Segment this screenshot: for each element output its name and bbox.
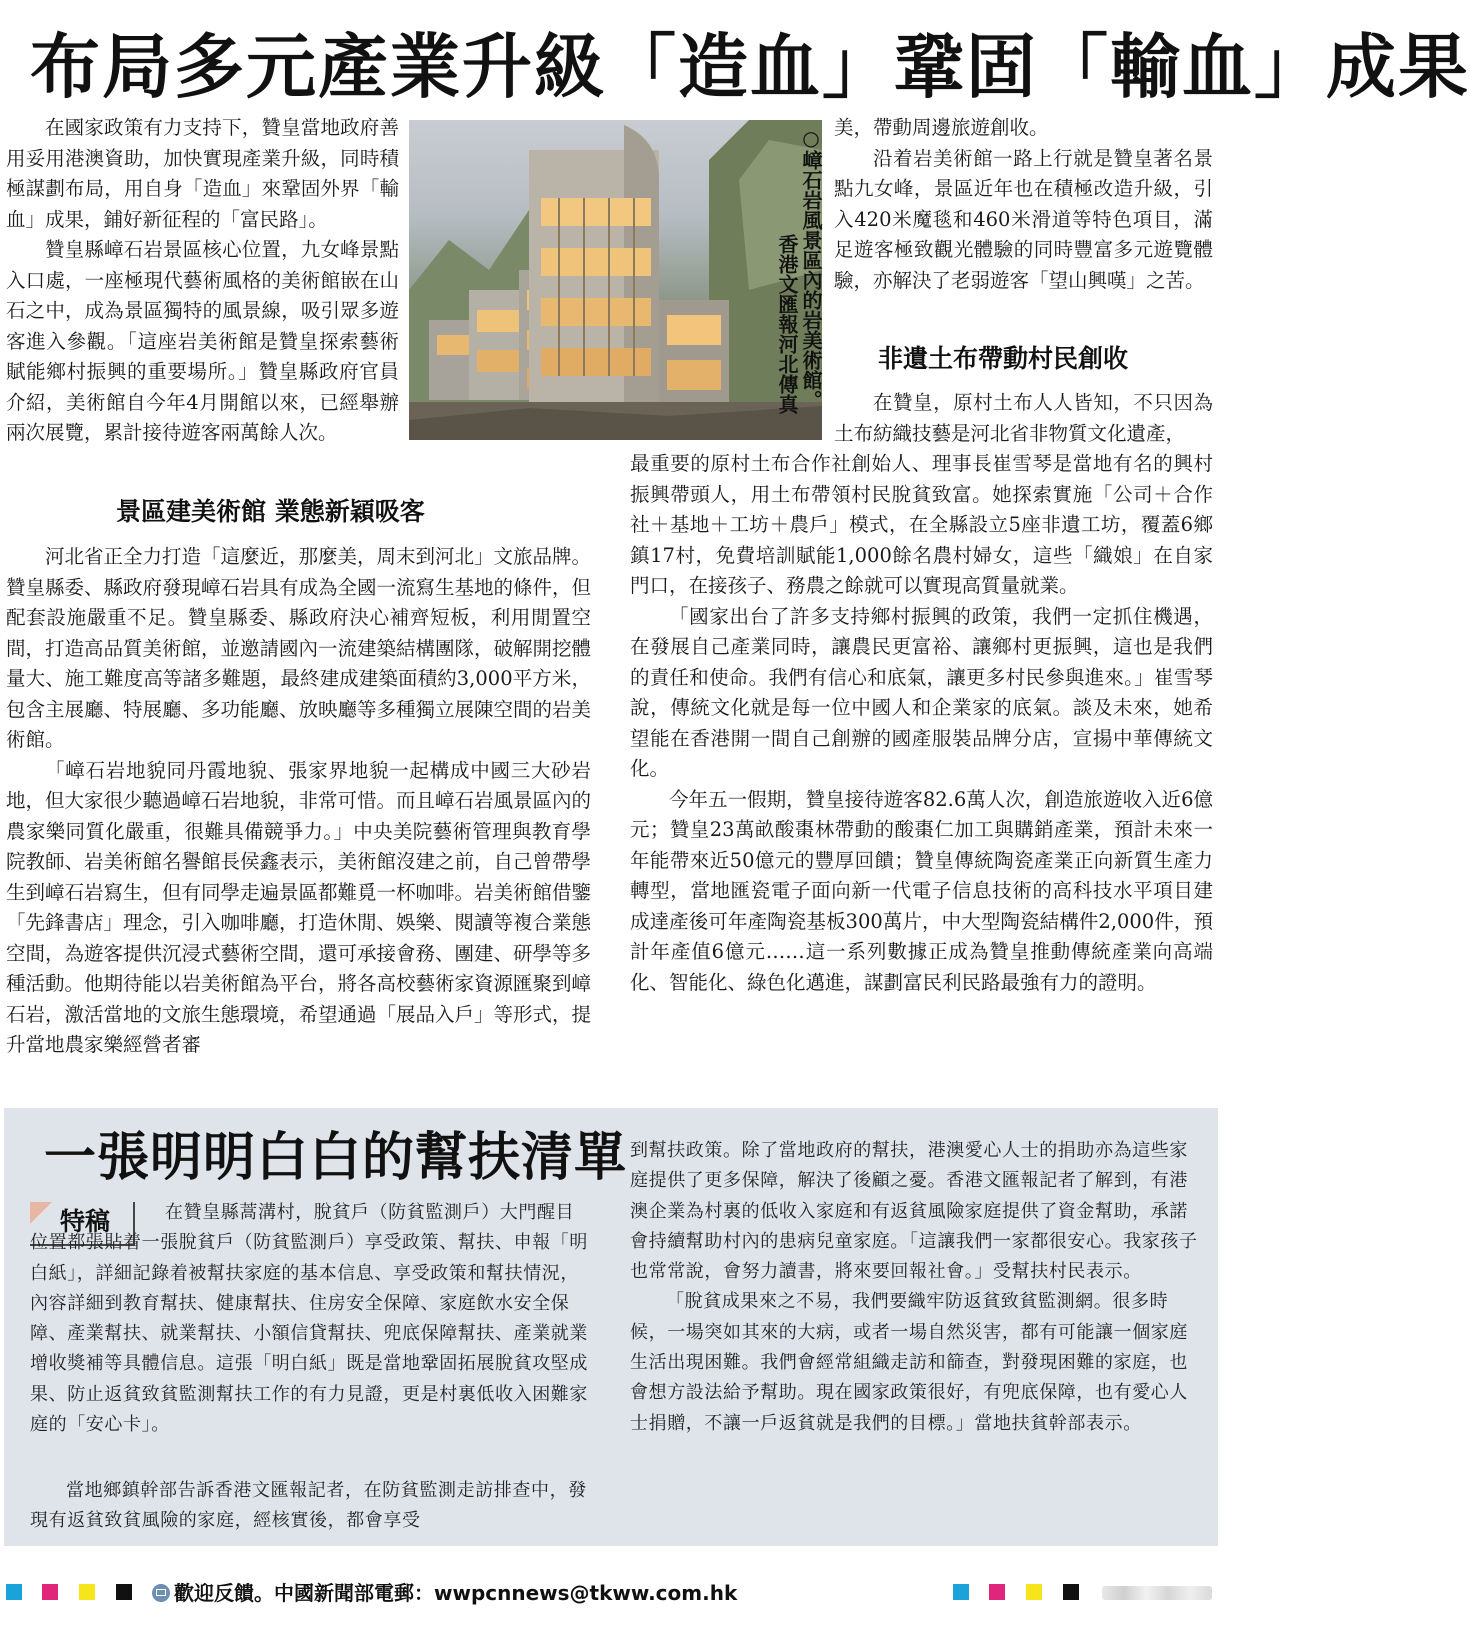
photo-caption xyxy=(775,126,823,436)
registration-mark-cyan xyxy=(6,1584,22,1600)
feature-right xyxy=(630,1136,1198,1439)
subhead-cloth: 非遺土布帶動村民創收 xyxy=(878,344,1129,373)
museum-photo xyxy=(409,120,822,440)
registration-mark-magenta xyxy=(42,1584,58,1600)
feature-title: 一張明明白白的幫扶清單 xyxy=(44,1128,628,1188)
paragraph: 到幫扶政策。除了當地政府的幫扶，港澳愛心人士的捐助亦為這些家庭提供了更多保障，解決了後顧之憂。香港文匯報記者了解到，有港澳企業為村裏的低收入家庭和有返貧風險家庭提供了資金幫助，承諾會持續幫助村內的患病兒童家庭。「這讓我們一家都很安心。我家孩子也常常說，會努力讀書，將來要回報社會。」受幫扶村民表示。 xyxy=(630,1140,1198,1283)
caption-line-1: ○嶂石岩風景區內的岩美術館。 xyxy=(799,126,823,410)
paragraph: 贊皇縣嶂石岩景區核心位置，九女峰景點入口處，一座極現代藝術風格的美術館嵌在山石之中，成為景區獨特的風景線，吸引眾多遊客進入參觀。「這座岩美術館是贊皇探索藝術賦能鄉村振興的重要場所。」贊皇縣政府官員介紹，美術館自今年4月開館以來，已經舉辦兩次展覽，累計接待遊客兩萬餘人次。 xyxy=(6,238,399,444)
caption-line-2: 香港文匯報河北傳真 xyxy=(775,234,799,414)
registration-mark-magenta xyxy=(989,1584,1005,1600)
tag-label: 特稿 xyxy=(60,1207,111,1236)
footer-text[interactable]: 歡迎反饋。中國新聞部電郵：wwpcnnews@tkww.com.hk xyxy=(174,1581,738,1605)
headline: 布局多元產業升級「造血」鞏固「輸血」成果 xyxy=(30,26,1470,108)
paragraph: 美，帶動周邊旅遊創收。 xyxy=(834,116,1049,139)
footer-contact xyxy=(152,1578,737,1608)
article-col1-top xyxy=(6,113,399,449)
registration-mark-black xyxy=(116,1584,132,1600)
paragraph: 在國家政策有力支持下，贊皇當地政府善用妥用港澳資助，加快實現產業升級，同時積極謀劃布局，用自身「造血」來鞏固外界「輸血」成果，鋪好新征程的「富民路」。 xyxy=(6,116,399,231)
feature-left-first xyxy=(30,1198,590,1440)
article-col3-mid xyxy=(834,388,1213,449)
paragraph: 在贊皇縣蒿溝村，脫貧戶（防貧監測戶）大門醒目位置都張貼着一張脫貧戶（防貧監測戶）享受政策、幫扶、申報「明白紙」，詳細記錄着被幫扶家庭的基本信息、享受政策和幫扶情況，內容詳細到教育幫扶、健康幫扶、住房安全保障、家庭飲水安全保障、產業幫扶、就業幫扶、小額信貸幫扶、兜底保障幫扶、產業就業增收獎補等具體信息。這張「明白紙」既是當地鞏固拓展脫貧攻堅成果、防止返貧致貧監測幫扶工作的有力見證，更是村裏低收入困難家庭的「安心卡」。 xyxy=(30,1202,588,1436)
feature-left-second xyxy=(30,1476,590,1537)
paragraph: 「脫貧成果來之不易，我們要織牢防返貧致貧監測網。很多時候，一場突如其來的大病，或者一場自然災害，都有可能讓一個家庭生活出現困難。我們會經常組織走訪和篩查，對發現困難的家庭，也會想方設法給予幫助。現在國家政策很好，有兜底保障，也有愛心人士捐贈，不讓一戶返貧就是我們的目標。」當地扶貧幹部表示。 xyxy=(630,1291,1188,1434)
paragraph: 沿着岩美術館一路上行就是贊皇著名景點九女峰，景區近年也在積極改造升級，引入420米魔毯和460米滑道等特色項目，滿足遊客極致觀光體驗的同時豐富多元遊覽體驗，亦解決了老弱遊客「望山興嘆」之苦。 xyxy=(834,146,1213,292)
paragraph: 在贊皇，原村土布人人皆知，不只因為土布紡織技藝是河北省非物質文化遺產， xyxy=(834,391,1213,445)
registration-mark-black xyxy=(1063,1584,1079,1600)
paragraph: 最重要的原村土布合作社創始人、理事長崔雪琴是當地有名的興村振興帶頭人，用土布帶領村民脫貧致富。她探索實施「公司＋合作社＋基地＋工坊＋農戶」模式，在全縣設立5座非遺工坊，覆蓋6鄉鎮17村，免費培訓賦能1,000餘名農村婦女，這些「織娘」在自家門口，在接孩子、務農之餘就可以實現高質量就業。 xyxy=(630,452,1213,597)
museum-building-illustration xyxy=(409,120,822,440)
subhead-museum: 景區建美術館 業態新穎吸客 xyxy=(116,497,425,526)
mail-icon xyxy=(152,1584,170,1602)
registration-mark-yellow xyxy=(1026,1584,1042,1600)
registration-mark-cyan xyxy=(953,1584,969,1600)
paragraph: 河北省正全力打造「這麼近，那麼美，周末到河北」文旅品牌。贊皇縣委、縣政府發現嶂石岩具有成為全國一流寫生基地的條件，但配套設施嚴重不足。贊皇縣委、縣政府決心補齊短板，利用閒置空間，打造高品質美術館，並邀請國內一流建築結構團隊，破解開挖體量大、施工難度高等諸多難題，最終建成建築面積約3,000平方米，包含主展廳、特展廳、多功能廳、放映廳等多種獨立展陳空間的岩美術館。 xyxy=(6,545,592,751)
paragraph: 「國家出台了許多支持鄉村振興的政策，我們一定抓住機遇，在發展自己產業同時，讓農民更富裕、讓鄉村更振興，這也是我們的責任和使命。我們有信心和底氣，讓更多村民參與進來。」崔雪琴說，傳統文化就是每一位中國人和企業家的底氣。談及未來，她希望能在香港開一間自己創辦的國產服裝品牌分店，宣揚中華傳統文化。 xyxy=(630,604,1213,780)
watermark-bars xyxy=(1102,1586,1212,1600)
paragraph: 今年五一假期，贊皇接待遊客82.6萬人次，創造旅遊收入近6億元；贊皇23萬畝酸棗林帶動的酸棗仁加工與購銷產業，預計未來一年能帶來近50億元的豐厚回饋；贊皇傳統陶瓷產業正向新質生產力轉型，當地匯瓷電子面向新一代電子信息技術的高科技水平項目建成達產後可年產陶瓷基板300萬片，中大型陶瓷結構件2,000件，預計年產值6億元……這一系列數據正成為贊皇推動傳統產業向高端化、智能化、綠色化邁進，謀劃富民利民路最強有力的證明。 xyxy=(630,787,1213,994)
article-col23-bottom xyxy=(630,449,1213,998)
paragraph: 當地鄉鎮幹部告訴香港文匯報記者，在防貧監測走訪排查中，發現有返貧致貧風險的家庭，經核實後，都會享受 xyxy=(30,1480,587,1532)
article-col1-bottom xyxy=(6,542,591,1061)
registration-mark-yellow xyxy=(79,1584,95,1600)
paragraph: 「嶂石岩地貌同丹霞地貌、張家界地貌一起構成中國三大砂岩地，但大家很少聽過嶂石岩地貌，非常可惜。而且嶂石岩風景區內的農家樂同質化嚴重，很難具備競爭力。」中央美院藝術管理與教育學院教師、岩美術館名譽館長侯鑫表示，美術館沒建之前，自己曾帶學生到嶂石岩寫生，但有同學走遍景區都難覓一杯咖啡。岩美術館借鑒「先鋒書店」理念，引入咖啡廳，打造休閒、娛樂、閱讀等複合業態空間，為遊客提供沉浸式藝術空間，還可承接會務、團建、研學等多種活動。他期待能以岩美術館為平台，將各高校藝術家資源匯聚到嶂石岩，激活當地的文旅生態環境，希望通過「展品入戶」等形式，提升當地農家樂經營者審 xyxy=(6,758,592,1056)
article-col3-top xyxy=(834,113,1213,296)
